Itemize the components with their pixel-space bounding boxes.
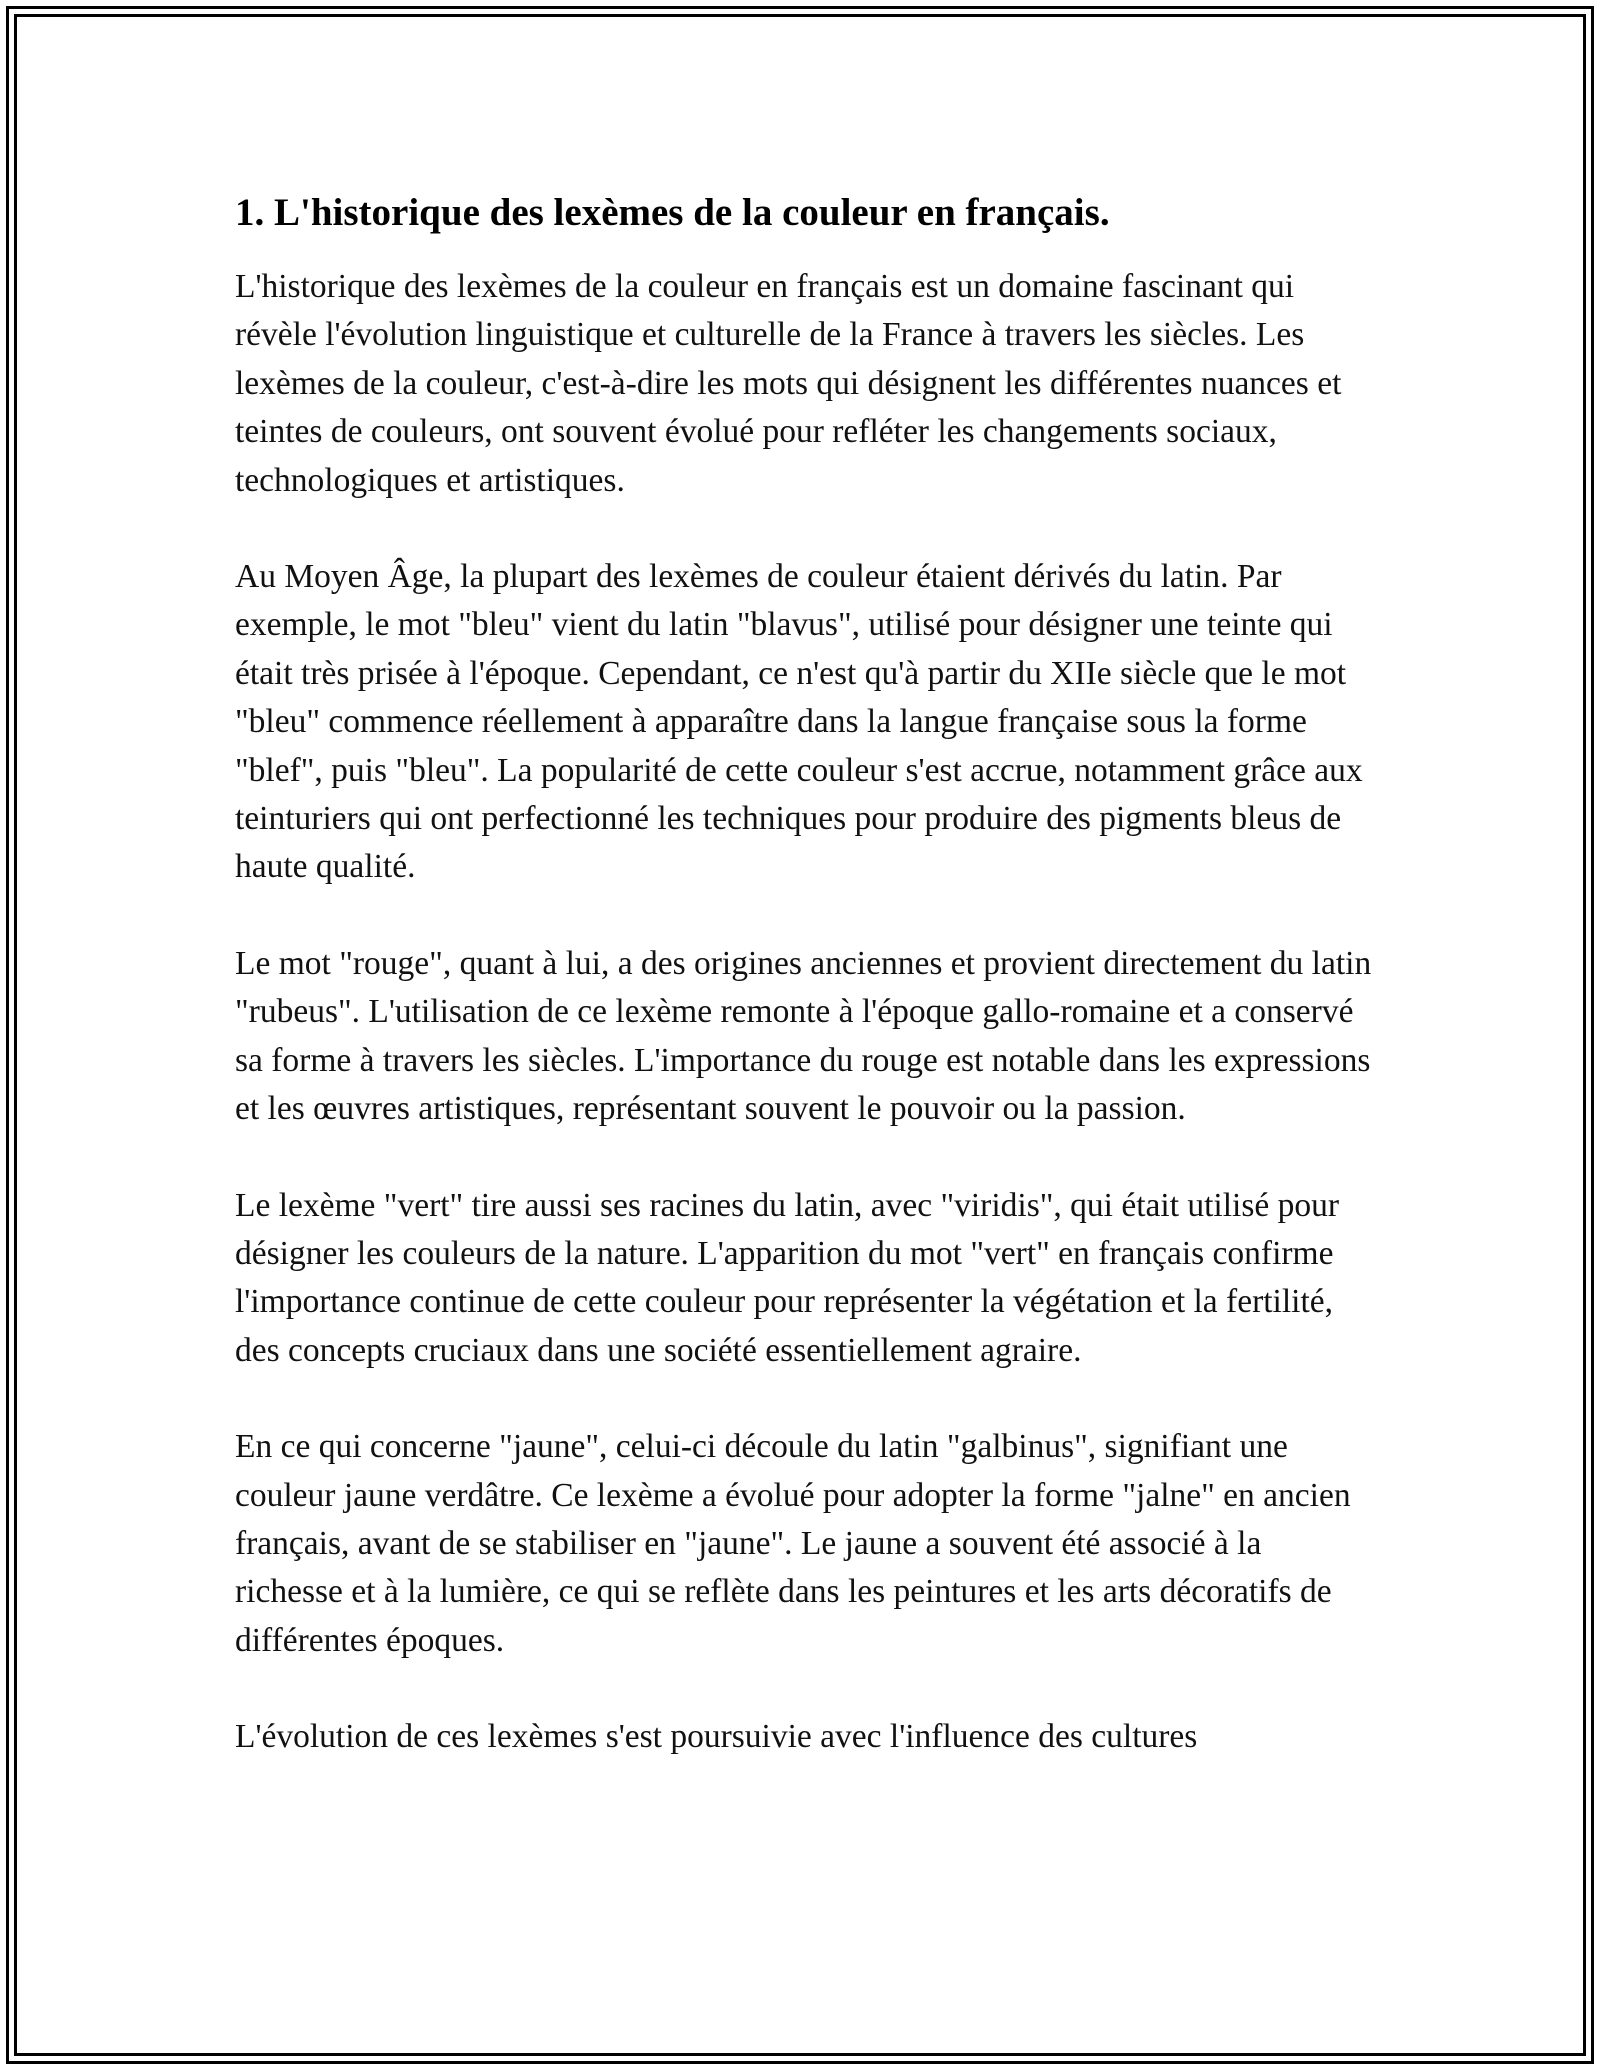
paragraph-jaune: En ce qui concerne "jaune", celui-ci découle du latin "galbinus", signifiant une couleur jaune verdâtre. Ce lexème a évolué pour adopter la forme "jalne" en ancien français, avant de se stabiliser en "jaune". Le jaune a souvent été associé à la richesse et à la lumière, ce qui se reflète dans les peintures et les arts décoratifs de différentes époques. bbox=[235, 1428, 1351, 1659]
paragraph-rouge: Le mot "rouge", quant à lui, a des origines anciennes et provient directement du latin "rubeus". L'utilisation de ce lexème remonte à l'époque gallo-romaine et a conservé sa forme à travers les siècles. L'importance du rouge est notable dans les expressions et les œuvres artistiques, représentant souvent le pouvoir ou la passion. bbox=[235, 944, 1372, 1128]
paragraph-bleu: Au Moyen Âge, la plupart des lexèmes de couleur étaient dérivés du latin. Par exemple, le mot "bleu" vient du latin "blavus", utilisé pour désigner une teinte qui était très prisée à l'époque. Cependant, ce n'est qu'à partir du XIIe siècle que le mot "bleu" commence réellement à apparaître dans la langue française sous la forme "blef", puis "bleu". La popularité de cette couleur s'est accrue, notamment grâce aux teinturiers qui ont perfectionné les techniques pour produire des pigments bleus de haute qualité. bbox=[235, 558, 1363, 886]
document-body bbox=[235, 185, 1375, 1810]
paragraph-vert: Le lexème "vert" tire aussi ses racines du latin, avec "viridis", qui était utilisé pour désigner les couleurs de la nature. L'apparition du mot "vert" en français confirme l'importance continue de cette couleur pour représenter la végétation et la fertilité, des concepts cruciaux dans une société essentiellement agraire. bbox=[235, 1186, 1340, 1369]
paragraph-intro: L'historique des lexèmes de la couleur en français est un domaine fascinant qui révèle l'évolution linguistique et culturelle de la France à travers les siècles. Les lexèmes de la couleur, c'est-à-dire les mots qui désignent les différentes nuances et teintes de couleurs, ont souvent évolué pour refléter les changements sociaux, technologiques et artistiques. bbox=[235, 268, 1342, 499]
section-heading: 1. L'historique des lexèmes de la couleur en français. bbox=[235, 191, 1110, 234]
paragraph-evolution: L'évolution de ces lexèmes s'est poursuivie avec l'influence des cultures bbox=[235, 1718, 1198, 1756]
